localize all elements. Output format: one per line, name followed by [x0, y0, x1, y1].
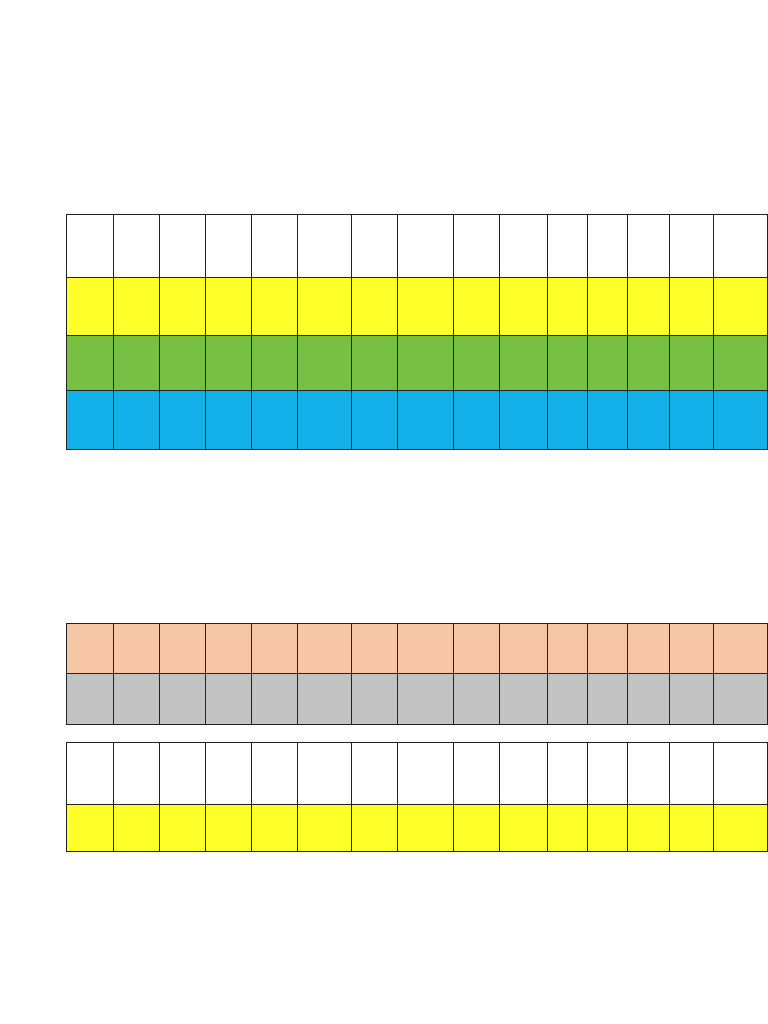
header-row [67, 215, 768, 278]
col-header [114, 215, 160, 278]
duty-cell [454, 278, 500, 336]
duty-cell [160, 336, 206, 391]
duty-cell [588, 391, 628, 450]
col-header [500, 215, 548, 278]
duty-cell [206, 674, 252, 725]
col-header [454, 743, 500, 805]
duty-cell [628, 336, 670, 391]
duty-cell [352, 391, 398, 450]
col-header [398, 743, 454, 805]
duty-cell [252, 278, 298, 336]
duty-cell [588, 674, 628, 725]
col-header [500, 743, 548, 805]
duty-cell [352, 805, 398, 852]
col-header [206, 215, 252, 278]
duty-cell [628, 278, 670, 336]
col-header [67, 215, 114, 278]
duty-cell [298, 336, 352, 391]
duty-cell [588, 624, 628, 674]
duty-cell [454, 674, 500, 725]
duty-cell [398, 391, 454, 450]
col-header [352, 215, 398, 278]
duty-cell [588, 805, 628, 852]
header-row [67, 743, 768, 805]
duty-cell [548, 624, 588, 674]
duty-cell [454, 805, 500, 852]
duty-cell [252, 391, 298, 450]
duty-cell [670, 805, 714, 852]
col-header [67, 743, 114, 805]
col-header [160, 743, 206, 805]
col-header [588, 215, 628, 278]
duty-cell [206, 805, 252, 852]
date-cell [67, 805, 114, 852]
duty-cell [670, 624, 714, 674]
date-cell [67, 336, 114, 391]
duty-cell [298, 805, 352, 852]
duty-cell [714, 391, 768, 450]
duty-cell [714, 336, 768, 391]
col-header [714, 215, 768, 278]
duty-cell [500, 391, 548, 450]
duty-cell [500, 278, 548, 336]
col-header [670, 215, 714, 278]
duty-cell [548, 674, 588, 725]
duty-cell [500, 674, 548, 725]
duty-cell [548, 805, 588, 852]
duty-cell [548, 278, 588, 336]
duty-cell [206, 278, 252, 336]
table-row [67, 624, 768, 674]
duty-cell [352, 336, 398, 391]
duty-cell [160, 624, 206, 674]
col-header [588, 743, 628, 805]
duty-cell [398, 674, 454, 725]
duty-cell [114, 624, 160, 674]
duty-cell [454, 336, 500, 391]
duty-cell [628, 624, 670, 674]
table-row [67, 805, 768, 852]
duty-cell [714, 278, 768, 336]
col-header [548, 215, 588, 278]
duty-cell [298, 624, 352, 674]
duty-cell [454, 624, 500, 674]
duty-cell [206, 391, 252, 450]
duty-cell [252, 336, 298, 391]
duty-cell [548, 391, 588, 450]
duty-cell [670, 391, 714, 450]
duty-cell [628, 674, 670, 725]
duty-cell [114, 674, 160, 725]
duty-cell [298, 278, 352, 336]
duty-table-2 [66, 623, 768, 725]
duty-cell [298, 391, 352, 450]
duty-cell [352, 674, 398, 725]
duty-cell [454, 391, 500, 450]
duty-cell [252, 674, 298, 725]
duty-cell [114, 336, 160, 391]
duty-cell [588, 336, 628, 391]
duty-cell [160, 805, 206, 852]
duty-cell [114, 805, 160, 852]
duty-cell [160, 674, 206, 725]
date-cell [67, 391, 114, 450]
duty-cell [252, 805, 298, 852]
table-row [67, 674, 768, 725]
col-header [114, 743, 160, 805]
table-row [67, 391, 768, 450]
duty-cell [500, 336, 548, 391]
col-header [628, 743, 670, 805]
duty-cell [160, 391, 206, 450]
duty-cell [298, 674, 352, 725]
col-header [398, 215, 454, 278]
duty-cell [714, 674, 768, 725]
duty-cell [160, 278, 206, 336]
duty-cell [252, 624, 298, 674]
col-header [454, 215, 500, 278]
col-header [670, 743, 714, 805]
col-header [252, 743, 298, 805]
duty-table-3 [66, 742, 768, 852]
duty-cell [548, 336, 588, 391]
duty-cell [670, 336, 714, 391]
duty-cell [714, 624, 768, 674]
duty-cell [398, 805, 454, 852]
duty-cell [398, 624, 454, 674]
date-cell [67, 624, 114, 674]
duty-cell [114, 391, 160, 450]
col-header [206, 743, 252, 805]
table-row [67, 336, 768, 391]
col-header [714, 743, 768, 805]
duty-cell [352, 278, 398, 336]
date-cell [67, 278, 114, 336]
duty-cell [670, 674, 714, 725]
duty-cell [714, 805, 768, 852]
col-header [628, 215, 670, 278]
duty-cell [628, 805, 670, 852]
duty-cell [206, 624, 252, 674]
col-header [548, 743, 588, 805]
col-header [298, 215, 352, 278]
duty-cell [398, 278, 454, 336]
col-header [352, 743, 398, 805]
duty-cell [670, 278, 714, 336]
duty-cell [588, 278, 628, 336]
col-header [298, 743, 352, 805]
date-cell [67, 674, 114, 725]
col-header [160, 215, 206, 278]
duty-table-1 [66, 214, 768, 450]
duty-cell [352, 624, 398, 674]
duty-cell [500, 624, 548, 674]
duty-cell [398, 336, 454, 391]
table-row [67, 278, 768, 336]
duty-cell [628, 391, 670, 450]
col-header [252, 215, 298, 278]
duty-cell [114, 278, 160, 336]
duty-cell [500, 805, 548, 852]
duty-cell [206, 336, 252, 391]
